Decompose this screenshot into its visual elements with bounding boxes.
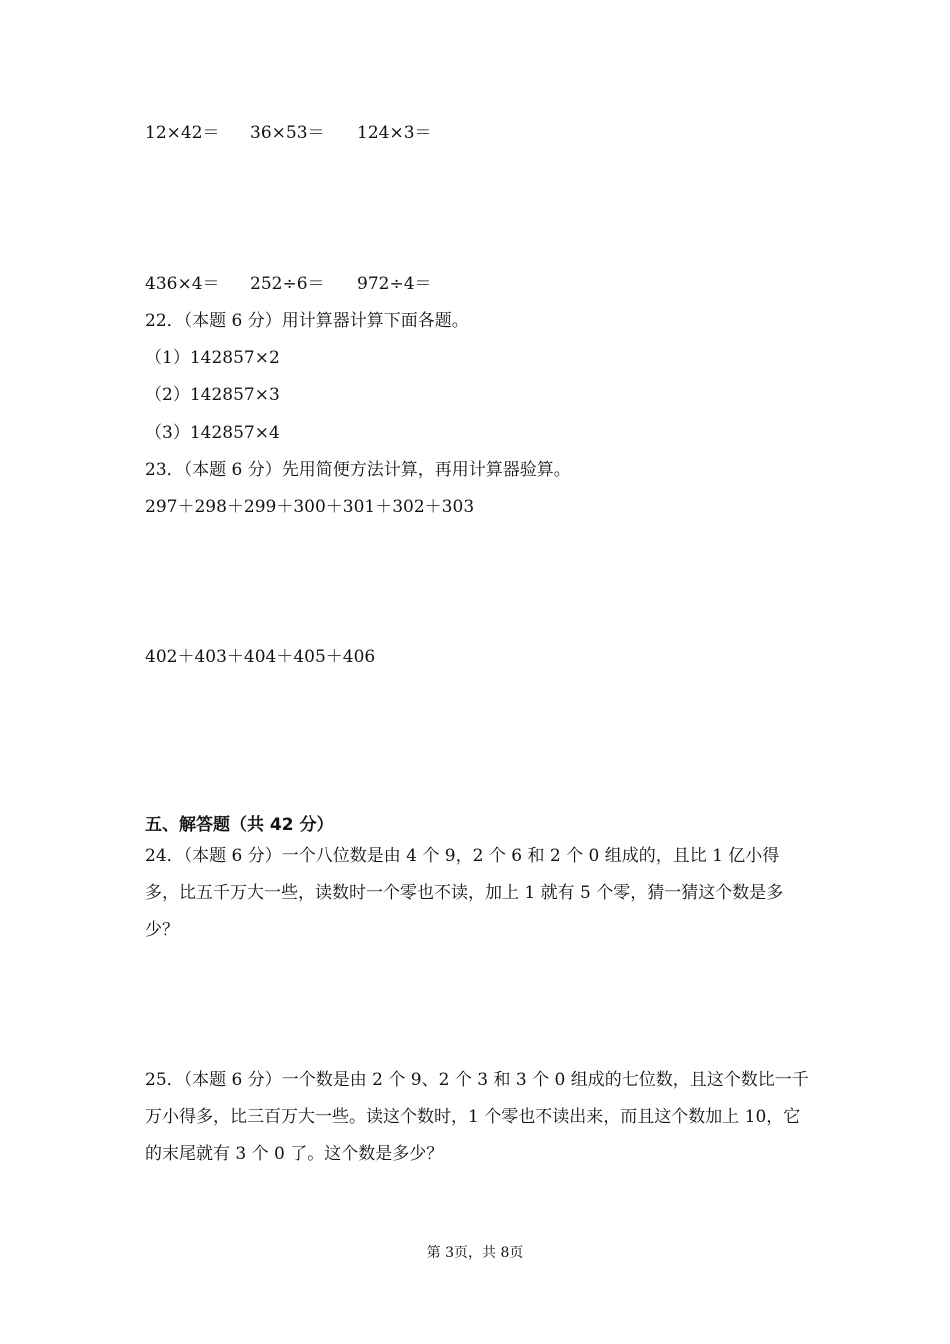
question-23-expression: 297＋298＋299＋300＋301＋302＋303	[145, 497, 475, 517]
question-23-expression: 402＋403＋404＋405＋406	[145, 647, 376, 667]
calc-item: 12×42＝	[145, 123, 220, 143]
calc-item: 436×4＝	[145, 274, 220, 294]
question-22-title: 22．（本题 6 分）用计算器计算下面各题。	[145, 311, 469, 331]
page-footer: 第 3页，共 8页	[426, 1245, 524, 1261]
calc-item: 252÷6＝	[250, 274, 325, 294]
calc-item: 36×53＝	[250, 123, 325, 143]
calc-item: 972÷4＝	[357, 274, 432, 294]
question-24: 24．（本题 6 分）一个八位数是由 4 个 9，2 个 6 和 2 个 0 组成的，且比 1 亿小得多，比五千万大一些，读数时一个零也不读，加上 1 就有 5 个零，猜一猜这个数是多少？	[145, 846, 784, 940]
section-heading: 五、解答题（共 42 分）	[145, 815, 334, 835]
question-22-item: （3）142857×4	[145, 423, 280, 443]
question-25: 25．（本题 6 分）一个数是由 2 个 9、2 个 3 和 3 个 0 组成的七位数，且这个数比一千万小得多，比三百万大一些。读这个数时，1 个零也不读出来，而且这个数加上 10，它的末尾就有 3 个 0 了。这个数是多少？	[145, 1070, 809, 1164]
question-23-title: 23．（本题 6 分）先用简便方法计算，再用计算器验算。	[145, 460, 571, 480]
question-22-item: （2）142857×3	[145, 385, 280, 405]
question-22-item: （1）142857×2	[145, 348, 280, 368]
calc-item: 124×3＝	[357, 123, 432, 143]
